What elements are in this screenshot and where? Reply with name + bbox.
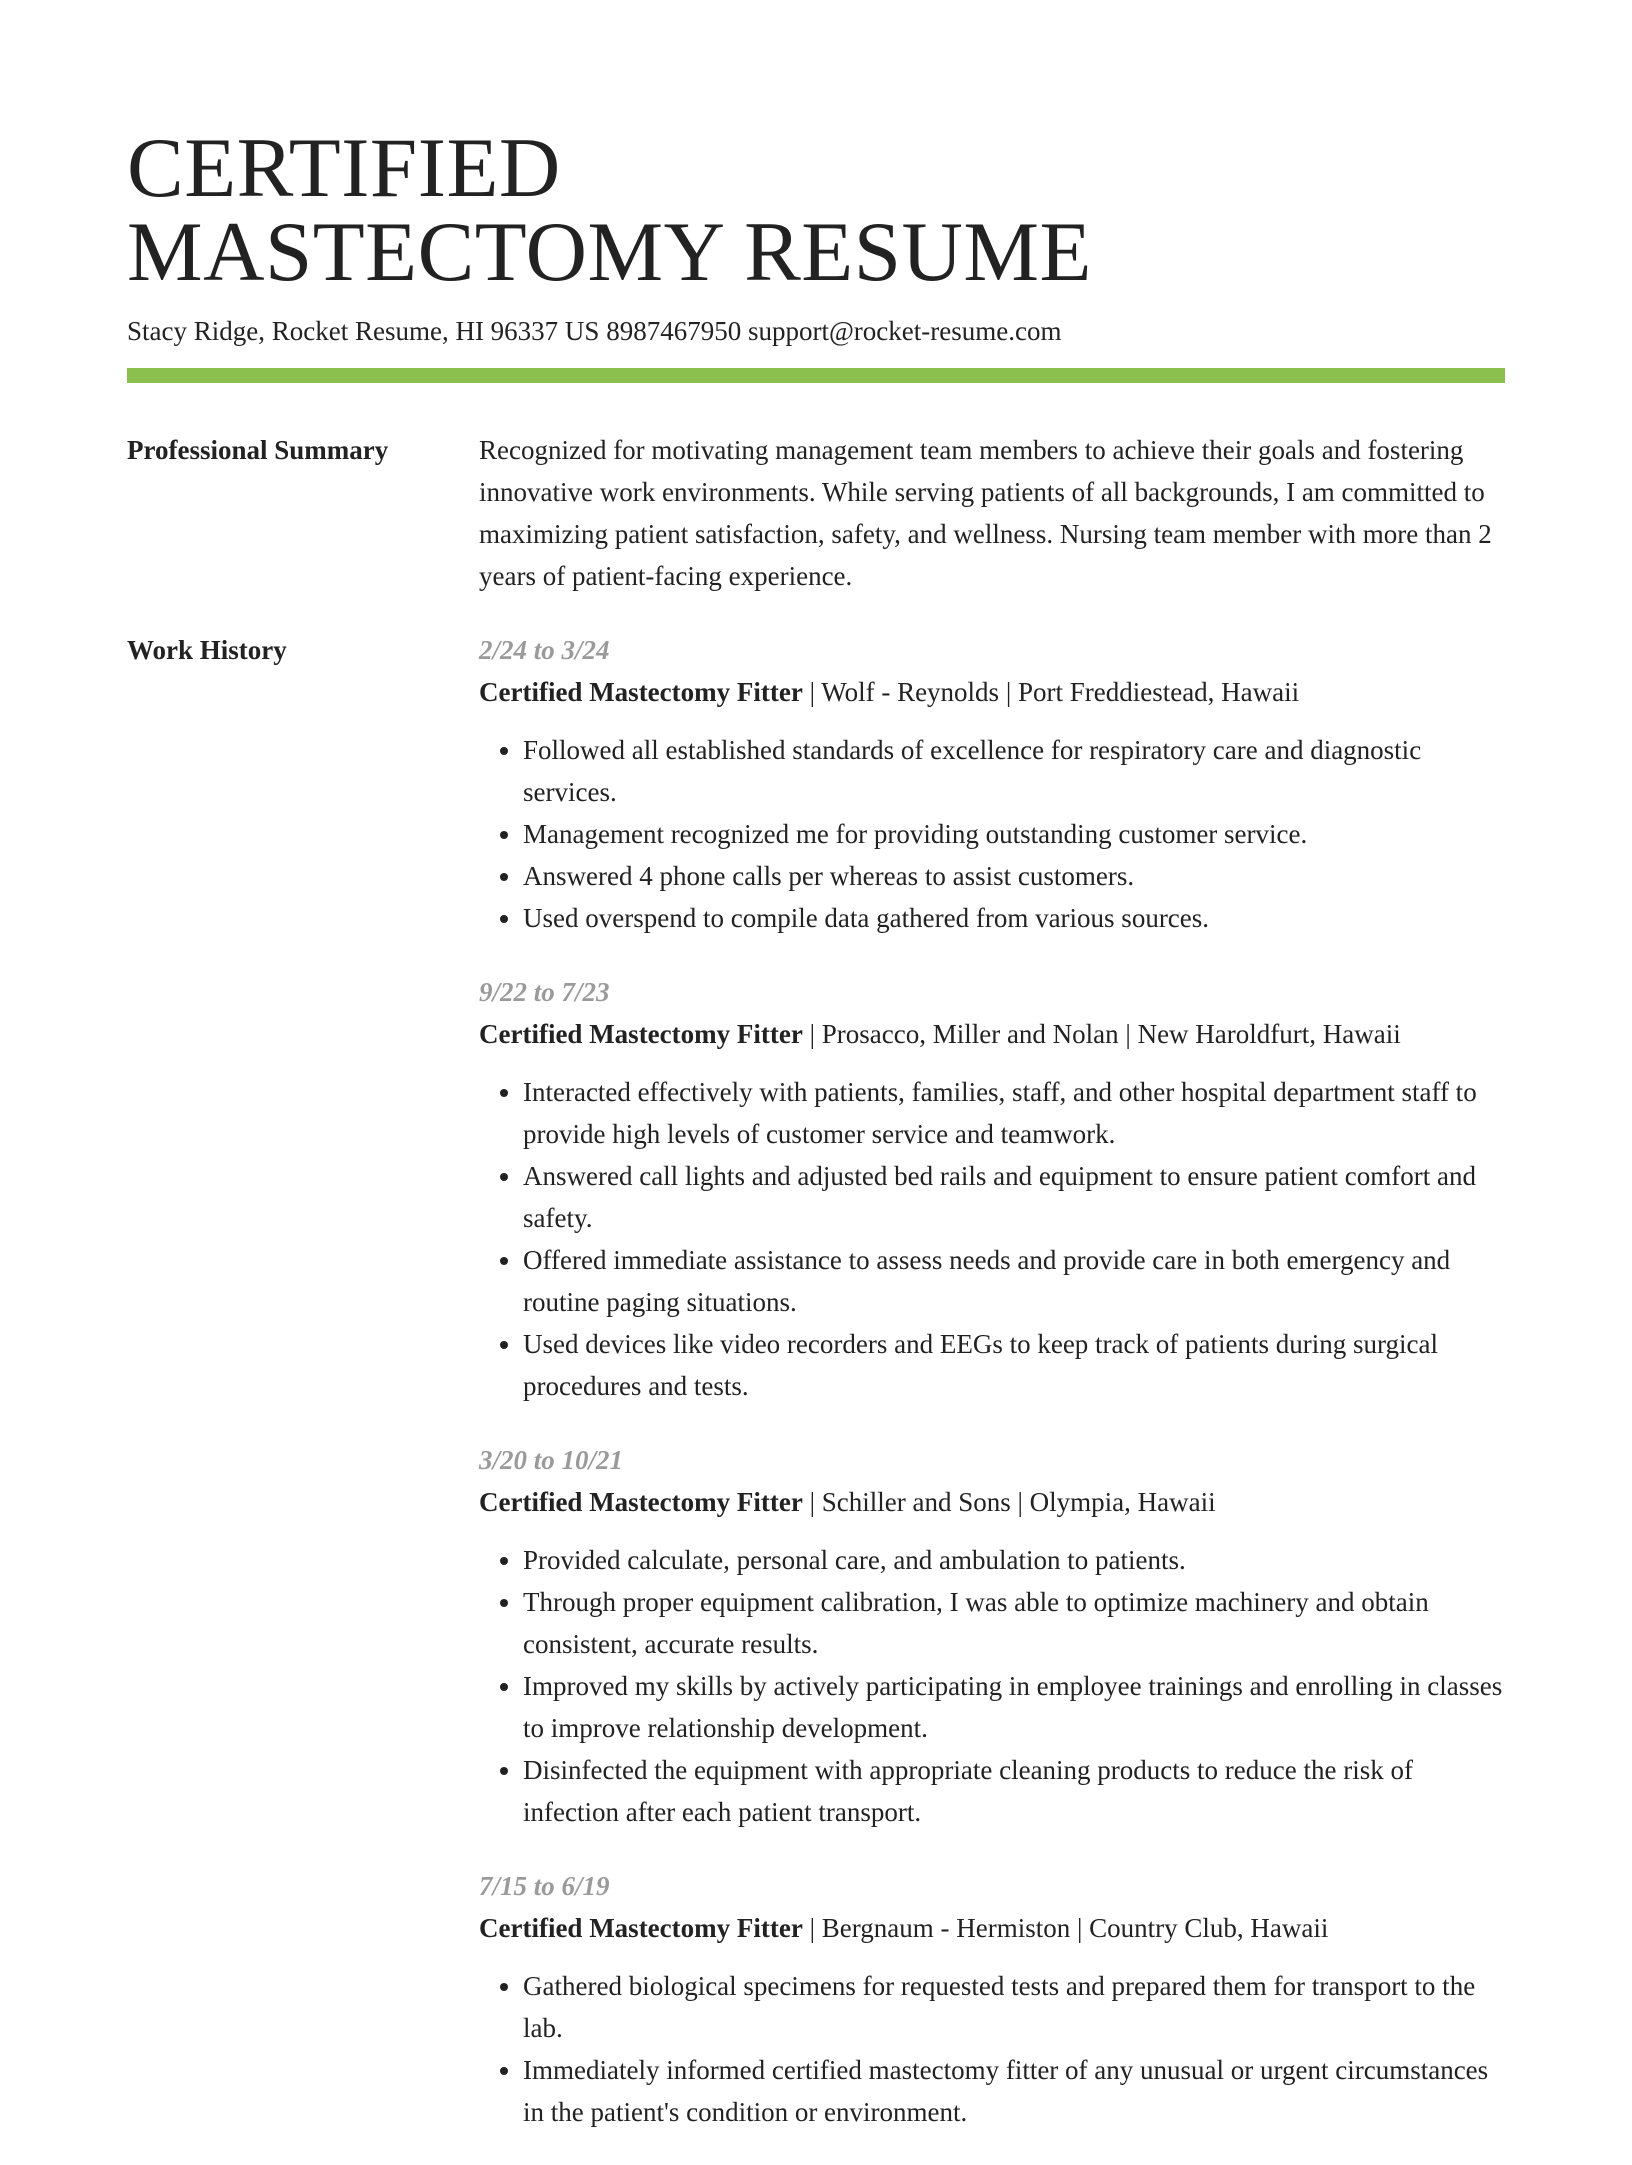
job-details: | Prosacco, Miller and Nolan | New Haroldfurt, Hawaii xyxy=(802,1019,1401,1049)
work-history-list xyxy=(479,629,1505,2165)
job-bullet: • Gathered biological specimens for requested tests and prepared them for transport to the lab. xyxy=(523,1965,1505,2049)
job-bullet: • Used devices like video recorders and EEGs to keep track of patients during surgical procedures and tests. xyxy=(523,1323,1505,1407)
header-divider xyxy=(127,368,1505,383)
job-bullet-list xyxy=(479,1965,1505,2133)
job-heading xyxy=(479,671,1505,713)
work-history-section xyxy=(127,629,1505,2165)
job-bullet: • Answered 4 phone calls per whereas to assist customers. xyxy=(523,855,1505,897)
job-title: Certified Mastectomy Fitter xyxy=(479,1487,803,1517)
job-heading xyxy=(479,1013,1505,1055)
job-bullet: • Through proper equipment calibration, I was able to optimize machinery and obtain consistent, accurate results. xyxy=(523,1581,1505,1665)
job-title: Certified Mastectomy Fitter xyxy=(479,677,803,707)
job-heading xyxy=(479,1481,1505,1523)
resume-title xyxy=(127,0,1505,299)
job-bullet: • Provided calculate, personal care, and ambulation to patients. xyxy=(523,1539,1505,1581)
contact-line: Stacy Ridge, Rocket Resume, HI 96337 US 8987467950 support@rocket-resume.com xyxy=(127,316,1062,346)
job-bullet: • Disinfected the equipment with appropriate cleaning products to reduce the risk of infection after each patient transport. xyxy=(523,1749,1505,1833)
job-bullet: • Followed all established standards of excellence for respiratory care and diagnostic services. xyxy=(523,729,1505,813)
job-details: | Bergnaum - Hermiston | Country Club, Hawaii xyxy=(802,1913,1329,1943)
job-details: | Wolf - Reynolds | Port Freddiestead, Hawaii xyxy=(802,677,1300,707)
section-label-work-history: Work History xyxy=(127,635,287,665)
title-line-2: MASTECTOMY RESUME xyxy=(127,205,1092,299)
job-bullet: • Immediately informed certified mastectomy fitter of any unusual or urgent circumstances in the patient's condition or environment. xyxy=(523,2049,1505,2133)
job-bullet: • Used overspend to compile data gathered from various sources. xyxy=(523,897,1505,939)
job-bullet: • Improved my skills by actively participating in employee trainings and enrolling in classes to improve relationship development. xyxy=(523,1665,1505,1749)
job-dates: 9/22 to 7/23 xyxy=(479,977,610,1007)
job-entry xyxy=(479,1439,1505,1833)
job-bullet: • Interacted effectively with patients, families, staff, and other hospital department staff to provide high levels of customer service and teamwork. xyxy=(523,1071,1505,1155)
job-bullet-list xyxy=(479,1071,1505,1407)
title-line-1: CERTIFIED xyxy=(127,121,561,215)
job-bullet-list xyxy=(479,1539,1505,1833)
professional-summary-section xyxy=(127,429,1505,597)
job-title: Certified Mastectomy Fitter xyxy=(479,1913,803,1943)
job-details: | Schiller and Sons | Olympia, Hawaii xyxy=(802,1487,1216,1517)
job-bullet: • Management recognized me for providing outstanding customer service. xyxy=(523,813,1505,855)
job-bullet: • Offered immediate assistance to assess needs and provide care in both emergency and routine paging situations. xyxy=(523,1239,1505,1323)
summary-text: Recognized for motivating management team members to achieve their goals and fostering innovative work environments. While serving patients of all backgrounds, I am committed to maximizing patient satisfaction, safety, and wellness. Nursing team member with more than 2 years of patient-facing experience. xyxy=(479,435,1492,591)
job-dates: 2/24 to 3/24 xyxy=(479,635,610,665)
job-bullet-list xyxy=(479,729,1505,939)
resume-page xyxy=(127,0,1505,2165)
section-label-summary: Professional Summary xyxy=(127,435,389,465)
job-entry xyxy=(479,971,1505,1407)
job-heading xyxy=(479,1907,1505,1949)
job-dates: 7/15 to 6/19 xyxy=(479,1871,610,1901)
job-title: Certified Mastectomy Fitter xyxy=(479,1019,803,1049)
job-bullet: • Answered call lights and adjusted bed rails and equipment to ensure patient comfort and safety. xyxy=(523,1155,1505,1239)
job-entry xyxy=(479,629,1505,939)
job-dates: 3/20 to 10/21 xyxy=(479,1445,624,1475)
job-entry xyxy=(479,1865,1505,2133)
